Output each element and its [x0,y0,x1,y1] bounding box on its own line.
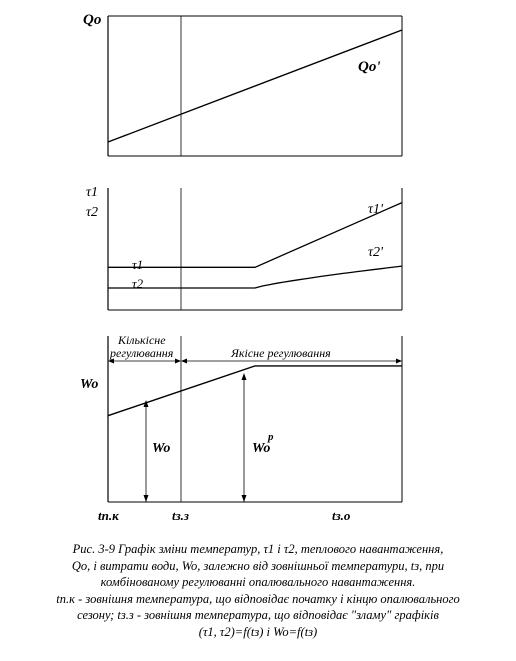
chart-tau [86,185,402,310]
figure-caption [6,541,510,640]
region-right-arrowhead-right [396,359,402,364]
chart-wo [80,333,402,523]
region-right-label: Якісне регулювання [231,346,331,360]
caption-line-6: (τ1, τ2)=f(tз) і Wo=f(tз) [198,624,318,639]
tau2-prime-label: τ2' [368,245,384,260]
tau2-axis-label: τ2 [86,205,99,220]
tau1-prime-label: τ1' [368,202,384,217]
chart-qo [83,12,402,156]
tau1-series-line [108,203,402,268]
region-right-arrowhead-left [181,359,187,364]
wo-right-arrow-sup: p [268,431,274,443]
wo-right-arrowhead-top [242,373,247,380]
region-left-arrowhead-right [175,359,181,364]
caption-line-2: Qo, і витрати води, Wo, залежно від зовнішньої температури, tз, при [71,558,445,573]
qo-axis-label: Qo [83,12,102,28]
tau2-flat-label: τ2 [132,276,144,291]
x-tick-start: tп.к [98,508,119,523]
qo-series-line [108,30,402,142]
x-tick-end: tз.о [332,508,351,523]
tau1-axis-label: τ1 [86,185,99,200]
wo-left-arrow-label: Wo [152,441,171,456]
caption-line-1: Рис. 3-9 Графік зміни температур, τ1 і τ2, теплового навантаження, [72,542,444,556]
wo-left-arrowhead-bottom [144,495,149,502]
tau1-flat-label: τ1 [132,257,144,272]
caption-line-3: комбінованому регулюванні опалювального навантаження. [100,575,416,589]
wo-right-arrowhead-bottom [242,495,247,502]
qo-line-label: Qo' [358,59,381,75]
wo-series-line [108,366,402,416]
wo-axis-label: Wo [80,377,99,392]
region-left-label-2: регулювання [110,346,174,360]
tau2-series-line [108,266,402,288]
caption-line-4: tп.к - зовнішня температура, що відповідає початку і кінцю опалювального [56,591,460,606]
region-left-label-1: Кількісне [118,333,166,347]
caption-line-5: сезону; tз.з - зовнішня температура, що відповідає "зламу" графіків [77,608,439,622]
x-tick-break: tз.з [172,508,190,523]
wo-right-arrow-label: Wo [252,441,271,456]
